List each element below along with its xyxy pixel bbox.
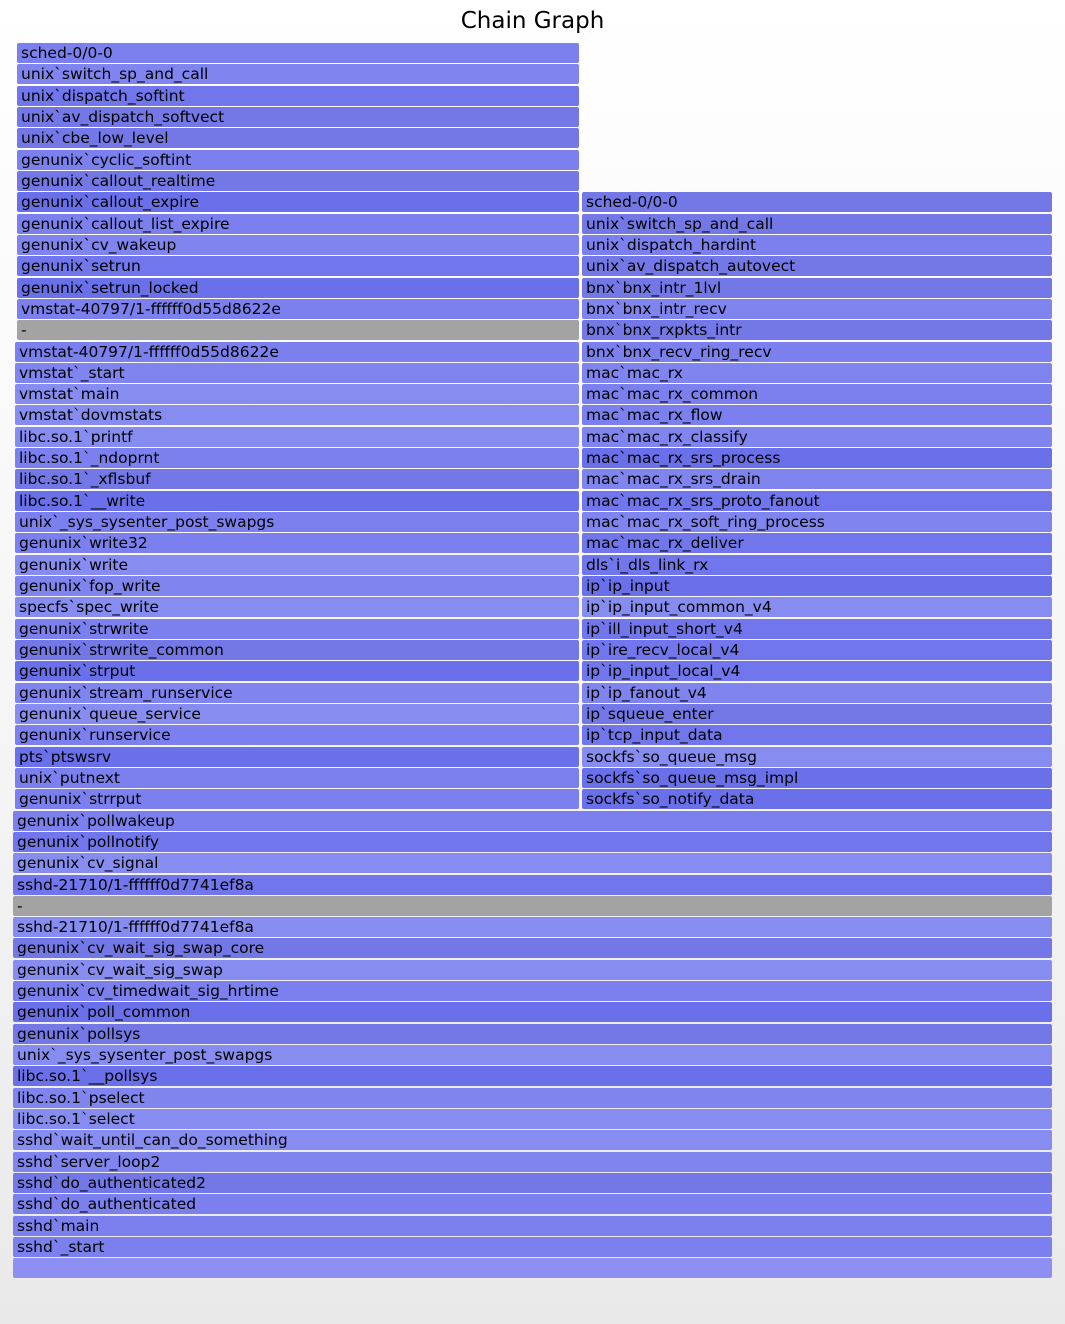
frame-mid[interactable]: genunix`stream_runservice xyxy=(15,683,579,703)
frame-mid[interactable]: genunix`runservice xyxy=(15,725,579,745)
frame-right[interactable]: ip`squeue_enter xyxy=(582,704,1052,724)
frame-right[interactable]: ip`tcp_input_data xyxy=(582,725,1052,745)
frame-left[interactable]: genunix`callout_realtime xyxy=(17,171,579,191)
frame-right[interactable]: mac`mac_rx_deliver xyxy=(582,533,1052,553)
frame-left[interactable]: unix`av_dispatch_softvect xyxy=(17,107,579,127)
frame-right[interactable]: ip`ip_input xyxy=(582,576,1052,596)
frame-bottom[interactable]: unix`_sys_sysenter_post_swapgs xyxy=(13,1045,1052,1065)
frame-bottom[interactable]: libc.so.1`__pollsys xyxy=(13,1066,1052,1086)
frame-mid[interactable]: libc.so.1`printf xyxy=(15,427,579,447)
frame-bottom[interactable]: sshd`wait_until_can_do_something xyxy=(13,1130,1052,1150)
frame-mid[interactable]: libc.so.1`__write xyxy=(15,491,579,511)
frame-root[interactable] xyxy=(13,1258,1052,1278)
frame-mid[interactable]: libc.so.1`_xflsbuf xyxy=(15,469,579,489)
frame-right[interactable]: mac`mac_rx_srs_proto_fanout xyxy=(582,491,1052,511)
frame-bottom[interactable]: genunix`cv_wait_sig_swap_core xyxy=(13,938,1052,958)
frame-bottom[interactable]: genunix`poll_common xyxy=(13,1002,1052,1022)
frame-bottom[interactable]: sshd`do_authenticated2 xyxy=(13,1173,1052,1193)
frame-right[interactable]: mac`mac_rx_soft_ring_process xyxy=(582,512,1052,532)
frame-right[interactable]: sched-0/0-0 xyxy=(582,192,1052,212)
frame-bottom[interactable]: genunix`pollsys xyxy=(13,1024,1052,1044)
frame-mid[interactable]: vmstat`_start xyxy=(15,363,579,383)
frame-mid[interactable]: genunix`strwrite_common xyxy=(15,640,579,660)
frame-right[interactable]: ip`ip_input_common_v4 xyxy=(582,597,1052,617)
frame-bottom[interactable]: genunix`cv_timedwait_sig_hrtime xyxy=(13,981,1052,1001)
frame-left[interactable]: genunix`callout_list_expire xyxy=(17,214,579,234)
frame-right[interactable]: mac`mac_rx_srs_process xyxy=(582,448,1052,468)
frame-mid[interactable]: genunix`strwrite xyxy=(15,619,579,639)
frame-upper[interactable]: genunix`cv_signal xyxy=(13,853,1052,873)
frame-right[interactable]: mac`mac_rx xyxy=(582,363,1052,383)
frame-right[interactable]: bnx`bnx_rxpkts_intr xyxy=(582,320,1052,340)
frame-left[interactable]: unix`dispatch_softint xyxy=(17,86,579,106)
frame-bottom[interactable]: sshd-21710/1-ffffff0d7741ef8a xyxy=(13,917,1052,937)
frame-bottom[interactable]: sshd`do_authenticated xyxy=(13,1194,1052,1214)
frame-right[interactable]: unix`switch_sp_and_call xyxy=(582,214,1052,234)
frame-right[interactable]: bnx`bnx_intr_1lvl xyxy=(582,278,1052,298)
frame-right[interactable]: mac`mac_rx_classify xyxy=(582,427,1052,447)
frame-left[interactable]: unix`switch_sp_and_call xyxy=(17,64,579,84)
frame-left[interactable]: genunix`cv_wakeup xyxy=(17,235,579,255)
frame-mid[interactable]: genunix`queue_service xyxy=(15,704,579,724)
frame-right[interactable]: ip`ill_input_short_v4 xyxy=(582,619,1052,639)
frame-upper[interactable]: genunix`pollnotify xyxy=(13,832,1052,852)
frame-left[interactable]: genunix`setrun_locked xyxy=(17,278,579,298)
chart-title: Chain Graph xyxy=(460,8,605,34)
frame-right[interactable]: sockfs`so_notify_data xyxy=(582,789,1052,809)
frame-mid[interactable]: pts`ptswsrv xyxy=(15,747,579,767)
frame-separator[interactable]: - xyxy=(17,320,579,340)
frame-separator[interactable]: - xyxy=(13,896,1052,916)
frame-right[interactable]: bnx`bnx_intr_recv xyxy=(582,299,1052,319)
frame-right[interactable]: sockfs`so_queue_msg_impl xyxy=(582,768,1052,788)
frame-right[interactable]: mac`mac_rx_common xyxy=(582,384,1052,404)
frame-mid[interactable]: genunix`strrput xyxy=(15,789,579,809)
frame-mid[interactable]: vmstat`dovmstats xyxy=(15,405,579,425)
frame-bottom[interactable]: sshd`server_loop2 xyxy=(13,1152,1052,1172)
frame-mid[interactable]: unix`_sys_sysenter_post_swapgs xyxy=(15,512,579,532)
frame-right[interactable]: mac`mac_rx_srs_drain xyxy=(582,469,1052,489)
frame-left[interactable]: genunix`callout_expire xyxy=(17,192,579,212)
frame-right[interactable]: sockfs`so_queue_msg xyxy=(582,747,1052,767)
frame-bottom[interactable]: sshd`_start xyxy=(13,1237,1052,1257)
frame-left[interactable]: genunix`setrun xyxy=(17,256,579,276)
frame-bottom[interactable]: sshd`main xyxy=(13,1216,1052,1236)
frame-mid[interactable]: vmstat-40797/1-ffffff0d55d8622e xyxy=(15,342,579,362)
frame-mid[interactable]: genunix`write xyxy=(15,555,579,575)
frame-mid[interactable]: genunix`fop_write xyxy=(15,576,579,596)
frame-right[interactable]: ip`ip_input_local_v4 xyxy=(582,661,1052,681)
frame-mid[interactable]: specfs`spec_write xyxy=(15,597,579,617)
frame-left[interactable]: vmstat-40797/1-ffffff0d55d8622e xyxy=(17,299,579,319)
frame-bottom[interactable]: libc.so.1`pselect xyxy=(13,1088,1052,1108)
frame-right[interactable]: mac`mac_rx_flow xyxy=(582,405,1052,425)
frame-right[interactable]: dls`i_dls_link_rx xyxy=(582,555,1052,575)
frame-upper[interactable]: genunix`pollwakeup xyxy=(13,811,1052,831)
frame-left[interactable]: genunix`cyclic_softint xyxy=(17,150,579,170)
frame-mid[interactable]: genunix`strput xyxy=(15,661,579,681)
frame-mid[interactable]: genunix`write32 xyxy=(15,533,579,553)
frame-bottom[interactable]: libc.so.1`select xyxy=(13,1109,1052,1129)
frame-right[interactable]: bnx`bnx_recv_ring_recv xyxy=(582,342,1052,362)
frame-bottom[interactable]: sshd-21710/1-ffffff0d7741ef8a xyxy=(13,875,1052,895)
frame-right[interactable]: unix`dispatch_hardint xyxy=(582,235,1052,255)
frame-right[interactable]: unix`av_dispatch_autovect xyxy=(582,256,1052,276)
frame-bottom[interactable]: genunix`cv_wait_sig_swap xyxy=(13,960,1052,980)
frame-mid[interactable]: unix`putnext xyxy=(15,768,579,788)
frame-right[interactable]: ip`ip_fanout_v4 xyxy=(582,683,1052,703)
frame-left[interactable]: unix`cbe_low_level xyxy=(17,128,579,148)
frame-mid[interactable]: vmstat`main xyxy=(15,384,579,404)
frame-left[interactable]: sched-0/0-0 xyxy=(17,43,579,63)
frame-mid[interactable]: libc.so.1`_ndoprnt xyxy=(15,448,579,468)
frame-right[interactable]: ip`ire_recv_local_v4 xyxy=(582,640,1052,660)
